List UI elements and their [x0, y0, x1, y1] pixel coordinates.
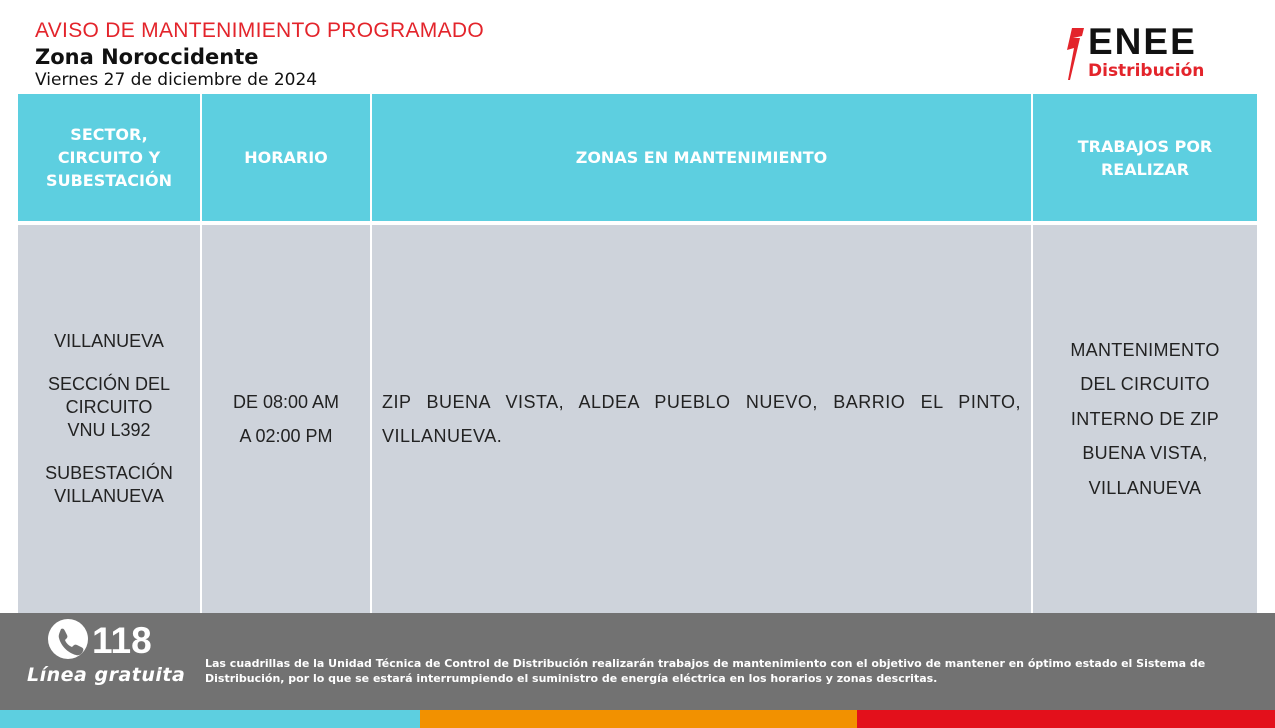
- circuit-block: [26, 373, 192, 442]
- enee-logo: [1066, 21, 1246, 84]
- substation-line: VILLANUEVA: [54, 486, 164, 506]
- col-header-sector: SECTOR, CIRCUITO Y SUBESTACIÓN: [18, 94, 201, 221]
- works-line: DEL CIRCUITO: [1080, 374, 1210, 395]
- cell-zones: [371, 225, 1032, 613]
- zone-name: Zona Noroccidente: [35, 45, 259, 69]
- cell-schedule: [201, 225, 371, 613]
- sector-name: VILLANUEVA: [54, 331, 164, 351]
- works-line: VILLANUEVA: [1088, 477, 1202, 498]
- works-line: MANTENIMENTO: [1070, 339, 1220, 360]
- table-header-row: [18, 94, 1257, 221]
- circuit-line: SECCIÓN DEL: [47, 374, 171, 394]
- zones-text: ZIP BUENA VISTA, ALDEA PUEBLO NUEVO, BARRIO EL PINTO, VILLANUEVA.: [382, 392, 1021, 446]
- sector-name-block: [26, 330, 192, 353]
- substation-line: SUBESTACIÓN: [45, 463, 173, 483]
- logo-subtitle: Distribución: [1088, 61, 1205, 81]
- works-line: BUENA VISTA,: [1082, 443, 1208, 464]
- lightning-bolt-icon: [1066, 28, 1086, 80]
- col-header-works: TRABAJOS POR REALIZAR: [1032, 94, 1257, 221]
- schedule-start: DE 08:00 AM: [232, 392, 340, 412]
- notice-date: Viernes 27 de diciembre de 2024: [35, 70, 318, 90]
- phone-number: 118: [92, 620, 152, 661]
- col-header-schedule: HORARIO: [201, 94, 371, 221]
- circuit-line: VNU L392: [67, 420, 151, 440]
- footer-disclaimer: Las cuadrillas de la Unidad Técnica de Control de Distribución realizarán trabajos de mantenimiento con el objetivo de mantener en óptimo estado el Sistema de Distribución, por lo que se estará interrumpiendo el suministro de energía eléctrica en los horarios y zonas descritas.: [205, 657, 1206, 685]
- substation-block: [26, 462, 192, 508]
- cell-sector: [18, 225, 201, 613]
- free-line-label: Línea gratuita: [27, 664, 186, 686]
- schedule-end: A 02:00 PM: [239, 426, 333, 446]
- circuit-line: CIRCUITO: [65, 397, 153, 417]
- stripe-red: [857, 710, 1275, 728]
- stripe-cyan: [0, 710, 420, 728]
- cell-works: [1032, 225, 1257, 613]
- maintenance-table: [18, 94, 1257, 613]
- notice-title: AVISO DE MANTENIMIENTO PROGRAMADO: [35, 19, 485, 42]
- table-row: [18, 225, 1257, 613]
- header: [35, 20, 484, 90]
- col-header-zones: ZONAS EN MANTENIMIENTO: [371, 94, 1032, 221]
- logo-brand: ENEE: [1088, 21, 1197, 62]
- phone-icon: [48, 619, 88, 659]
- stripe-orange: [420, 710, 857, 728]
- footer: [0, 613, 1275, 710]
- works-line: INTERNO DE ZIP: [1070, 408, 1220, 429]
